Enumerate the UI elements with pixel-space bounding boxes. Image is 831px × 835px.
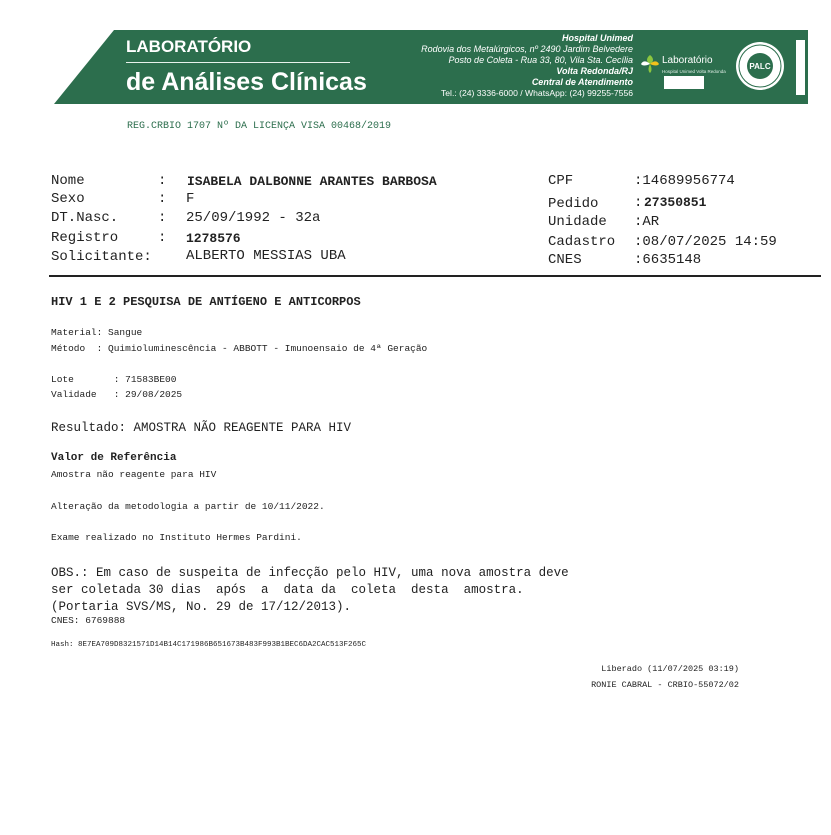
requester-name: ALBERTO MESSIAS UBA [186,248,346,264]
lab-title-line1: LABORATÓRIO [126,37,252,56]
logo-subtext: Hospital Unimed Volta Redonda [662,69,726,74]
cnes-label: CNES [548,252,582,268]
banner-notch [54,30,114,104]
patient-dob: 25/09/1992 - 32a [186,210,321,226]
release-date: Liberado (11/07/2025 03:19) [601,664,739,674]
address-line3: Volta Redonda/RJ [556,66,633,76]
unit-value: :AR [634,214,660,230]
service-center: Central de Atendimento [531,77,633,87]
exam-result: Resultado: AMOSTRA NÃO REAGENTE PARA HIV [51,421,352,435]
accreditation-badge [664,76,704,89]
order-number: 27350851 [644,195,707,210]
lab-title-line2: de Análises Clínicas [126,68,367,96]
name-label: Nome [51,173,85,189]
patient-sex: F [186,191,195,207]
leaf-logo-icon [640,54,660,74]
logo-text: Laboratório [662,55,713,66]
order-colon: : [634,195,643,211]
unit-label: Unidade [548,214,607,230]
observation-note: OBS.: Em caso de suspeita de infecção pelo HIV, uma nova amostra deve ser coletada 30 dias após a data da coleta desta amostra. (Portaria SVS/MS, No. 29 de 17/12/2013). [51,566,569,614]
patient-cpf: :14689956774 [634,173,735,189]
registry-label: Registro [51,230,119,246]
exam-lot: Lote : 71583BE00 [51,374,177,385]
reference-title: Valor de Referência [51,452,177,464]
registered-value: :08/07/2025 14:59 [634,234,777,250]
header-banner [54,30,808,104]
exam-cnes: CNES: 6769888 [51,615,126,626]
signer: RONIE CABRAL - CRBIO-55072/02 [591,680,739,690]
address-line2: Posto de Coleta - Rua 33, 80, Vila Sta. Cecília [448,55,633,65]
method-change-note: Alteração da metodologia a partir de 10/11/2022. [51,501,325,512]
dob-colon: : [158,210,167,226]
address-line1: Rodovia dos Metalúrgicos, nº 2490 Jardim Belvedere [421,44,633,54]
exam-title: HIV 1 E 2 PESQUISA DE ANTÍGENO E ANTICORPOS [51,295,361,309]
palc-seal-icon [734,40,786,92]
contact-line: Tel.: (24) 3336-6000 / WhatsApp: (24) 99255-7556 [440,88,633,98]
name-colon: : [158,173,167,189]
cpf-label: CPF [548,173,574,189]
document-hash: Hash: 8E7EA709D8321571D14B14C171986B651673B483F993B1BEC6DA2CAC513F265C [51,641,367,649]
patient-registry: 1278576 [186,231,241,246]
exam-method: Método : Quimioluminescência - ABBOTT - Imunoensaio de 4ª Geração [51,343,428,354]
sex-label: Sexo [51,191,85,207]
registry-colon: : [158,230,167,246]
section-divider [49,275,821,277]
reference-text: Amostra não reagente para HIV [51,469,217,480]
dob-label: DT.Nasc. [51,210,119,226]
palc-seal-label: PALC [749,62,771,71]
patient-name: ISABELA DALBONNE ARANTES BARBOSA [187,174,437,189]
license-line: REG.CRBIO 1707 Nº DA LICENÇA VISA 00468/2019 [127,121,392,132]
cnes-value: :6635148 [634,252,702,268]
performed-at-note: Exame realizado no Instituto Hermes Pardini. [51,532,302,543]
exam-material: Material: Sangue [51,327,143,338]
lab-title-rule [126,62,350,63]
certificate-strip [796,40,805,95]
registered-label: Cadastro [548,234,616,250]
order-label: Pedido [548,196,599,212]
hospital-address [421,33,633,99]
hospital-name: Hospital Unimed [561,33,633,43]
exam-validity: Validade : 29/08/2025 [51,389,183,400]
laboratorio-logo [640,52,732,92]
requester-label: Solicitante: [51,249,152,265]
sex-colon: : [158,191,167,207]
